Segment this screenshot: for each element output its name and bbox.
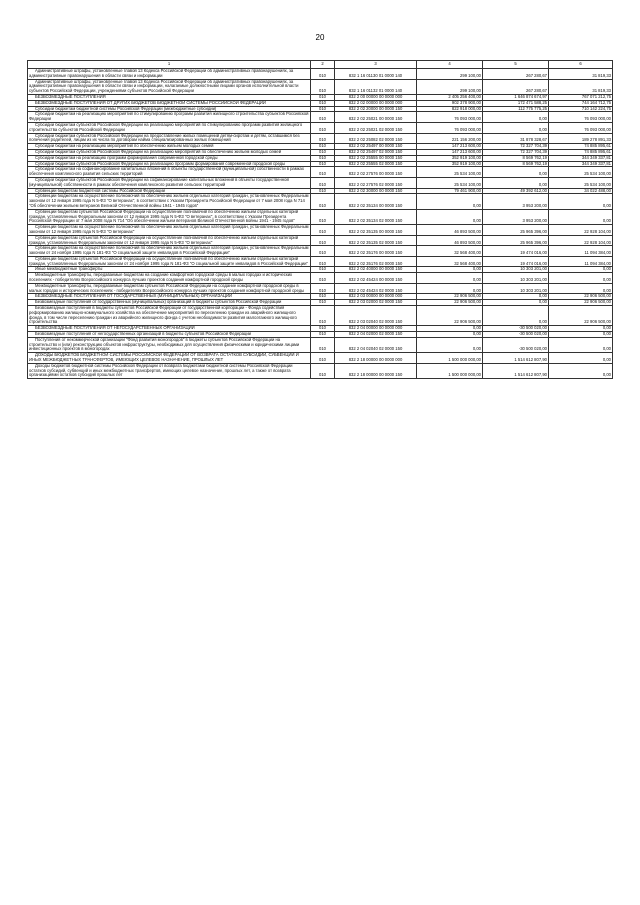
cell-cls: 832 2 02 35135 02 0000 150: [335, 235, 417, 246]
cell-name: БЕЗВОЗМЕЗДНЫЕ ПОСТУПЛЕНИЯ ОТ ГОСУДАРСТВЕННЫХ (МУНИЦИПАЛЬНЫХ) ОРГАНИЗАЦИЙ: [28, 294, 311, 300]
cell-v4: 1 500 000 000,00: [417, 363, 483, 378]
cell-cls: 832 2 18 00000 00 0000 000: [335, 353, 417, 364]
cell-name: Поступления от некоммерческой организации "Фонд развития моногородов" в бюджеты субъектов Российской Федерации на строительство и (или) реконструкцию объектов инфраструктуры, необходимых для осуществления физическими и юридическими лицами инвестиционных проектов в моногородах: [28, 337, 311, 352]
table-row: [28, 69, 613, 80]
cell-v4: 0,00: [417, 194, 483, 209]
cell-code: 010: [311, 112, 335, 123]
cell-cls: 832 2 02 25497 00 0000 150: [335, 144, 417, 150]
cell-v4: 0,00: [417, 273, 483, 284]
table-row: [28, 112, 613, 123]
cell-v4: 0,00: [417, 326, 483, 332]
cell-v4: 76 093 000,00: [417, 122, 483, 133]
cell-cls: 832 2 02 27576 00 0000 150: [335, 167, 417, 178]
cell-v5: 10 303 201,00: [483, 283, 549, 294]
table-row: [28, 283, 613, 294]
cell-code: 010: [311, 353, 335, 364]
cell-name: Субсидии бюджетам субъектов Российской Федерации на реализацию программ формирования современной городской среды: [28, 161, 311, 167]
cell-v6: 34 022 488,00: [549, 188, 613, 194]
cell-v6: 0,00: [549, 353, 613, 364]
cell-cls: 832 2 18 00000 00 0000 150: [335, 363, 417, 378]
cell-v5: 8 569 762,19: [483, 155, 549, 161]
page-number: 20: [315, 33, 325, 42]
cell-v6: 744 164 712,75: [549, 100, 613, 106]
cell-v6: 344 349 337,81: [549, 155, 613, 161]
cell-v6: 0,00: [549, 209, 613, 224]
cell-v4: 822 918 000,00: [417, 106, 483, 112]
cell-v5: 3 953 200,00: [483, 194, 549, 209]
cell-name: Субвенции бюджетам на осуществление полномочий по обеспечению жильем отдельных категорий граждан, установленных Федеральным законом от 24 ноября 1995 года N 181-ФЗ "О социальной защите инвалидов в Российской Федерации": [29, 245, 309, 256]
cell-name: Субвенции бюджетам субъектов Российской Федерации на осуществление полномочий по обеспечению жильем отдельных категорий граждан, установленных Федеральным законом от 12 января 1995 года N 5-ФЗ "О ветеранах", в соответствии с Указом Президента Российской Федерации от 7 мая 2008 года N 714 "Об обеспечении жильем ветеранов Великой Отечественной войны 1941 - 1945 годов": [28, 209, 311, 224]
table-row: [28, 122, 613, 133]
cell-v5: 0,00: [483, 112, 549, 123]
table-row: [28, 100, 613, 106]
cell-cls: 832 2 02 40000 00 0000 150: [335, 267, 417, 273]
cell-code: 010: [311, 332, 335, 338]
table-row: [28, 161, 613, 167]
cell-code: 010: [311, 283, 335, 294]
table-row: [28, 106, 613, 112]
cell-v5: -30 500 020,00: [483, 337, 549, 352]
cell-cls: 832 2 02 25021 00 0000 150: [335, 112, 417, 123]
cell-code: 010: [311, 267, 335, 273]
cell-code: 010: [311, 225, 335, 236]
cell-cls: 832 2 02 25497 02 0000 150: [335, 149, 417, 155]
table-row: [28, 306, 613, 326]
cell-v4: 79 461 900,00: [417, 188, 483, 194]
cell-v4: 0,00: [417, 283, 483, 294]
cell-v5: 10 303 201,00: [483, 267, 549, 273]
cell-name: Субсидии бюджетам на софинансирование капитальных вложений в объекты государственной (муниципальной) собственности в рамках обеспечения комплексного развития сельских территорий: [28, 167, 311, 178]
col-header: 2: [311, 61, 335, 69]
table-row: [28, 235, 613, 246]
cell-v4: 46 893 500,00: [417, 235, 483, 246]
report-table: [27, 60, 613, 379]
cell-v4: 299 100,00: [417, 69, 483, 80]
cell-cls: 832 2 02 35134 02 0000 150: [335, 209, 417, 224]
cell-name: Иные межбюджетные трансферты: [28, 267, 311, 273]
table-row: [28, 363, 613, 378]
cell-v4: 25 534 100,00: [417, 177, 483, 188]
cell-cls: 832 2 02 20000 00 0000 150: [335, 106, 417, 112]
cell-name: ДОХОДЫ БЮДЖЕТОВ БЮДЖЕТНОЙ СИСТЕМЫ РОССИЙСКОЙ ФЕДЕРАЦИИ ОТ ВОЗВРАТА ОСТАТКОВ СУБСИДИЙ, СУБВЕНЦИЙ И ИНЫХ МЕЖБЮДЖЕТНЫХ ТРАНСФЕРТОВ, ИМЕЮЩИХ ЦЕЛЕВОЕ НАЗНАЧЕНИЕ, ПРОШЛЫХ ЛЕТ: [28, 353, 311, 364]
cell-v4: 22 906 500,00: [417, 306, 483, 326]
cell-cls: 832 2 02 45424 00 0000 150: [335, 273, 417, 284]
cell-cls: 832 2 02 35176 02 0000 150: [335, 256, 417, 267]
cell-cls: 832 1 16 01132 01 0000 140: [335, 79, 417, 94]
cell-v6: 31 819,33: [549, 79, 613, 94]
cell-name: Административные штрафы, установленные главой 13 Кодекса Российской Федерации об административных правонарушениях, за административные правонарушения в области связи и информации: [28, 69, 311, 80]
table-row: [28, 133, 613, 144]
table-row: [28, 167, 613, 178]
col-header: 4: [417, 61, 483, 69]
cell-name: Субвенции бюджетам субъектов Российской Федерации на осуществление полномочий по обеспечению жильем отдельных категорий граждан, установленных Федеральным законом от 24 ноября 1995 года N 181-ФЗ "О социальной защите инвалидов в Российской Федерации": [28, 256, 311, 267]
cell-v6: 11 094 384,00: [549, 256, 613, 267]
cell-name: Субсидии бюджетам субъектов Российской Федерации на реализацию мероприятий по обеспечению жильем молодых семей: [28, 149, 311, 155]
cell-v4: 0,00: [417, 209, 483, 224]
cell-name: БЕЗВОЗМЕЗДНЫЕ ПОСТУПЛЕНИЯ ОТ ДРУГИХ БЮДЖЕТОВ БЮДЖЕТНОЙ СИСТЕМЫ РОССИЙСКОЙ ФЕДЕРАЦИИ: [28, 100, 311, 106]
cell-code: 010: [311, 300, 335, 306]
cell-v4: 147 213 600,00: [417, 144, 483, 150]
cell-v4: 76 093 000,00: [417, 112, 483, 123]
cell-v5: 172 471 588,25: [483, 100, 549, 106]
cell-v6: 22 906 500,00: [549, 306, 613, 326]
col-header: 1: [28, 61, 311, 69]
cell-v6: 0,00: [549, 332, 613, 338]
table-row: [28, 155, 613, 161]
cell-name: БЕЗВОЗМЕЗДНЫЕ ПОСТУПЛЕНИЯ ОТ НЕГОСУДАРСТВЕННЫХ ОРГАНИЗАЦИЙ: [28, 326, 311, 332]
cell-v6: 0,00: [549, 326, 613, 332]
cell-cls: 832 2 02 30000 00 0000 150: [335, 188, 417, 194]
cell-name: Субсидии бюджетам субъектов Российской Федерации на софинансирование капитальных вложений в объекты государственной (муниципальной) собственности в рамках обеспечения комплексного развития сельских территорий: [28, 177, 311, 188]
table-row: [28, 188, 613, 194]
cell-code: 010: [311, 177, 335, 188]
cell-cls: 832 2 03 02040 02 0000 150: [335, 306, 417, 326]
cell-name: БЕЗВОЗМЕЗДНЫЕ ПОСТУПЛЕНИЯ: [28, 94, 311, 100]
cell-name: Субсидии бюджетам на реализацию мероприятий по обеспечению жильем молодых семей: [28, 144, 311, 150]
cell-code: 010: [311, 161, 335, 167]
table-row: [28, 194, 613, 209]
cell-code: 010: [311, 149, 335, 155]
cell-code: 010: [311, 188, 335, 194]
cell-code: 010: [311, 326, 335, 332]
col-header: 6: [549, 61, 613, 69]
table-row: [28, 144, 613, 150]
cell-code: 010: [311, 106, 335, 112]
cell-v5: -30 500 020,00: [483, 332, 549, 338]
cell-v6: 189 278 891,33: [549, 133, 613, 144]
cell-code: 010: [311, 235, 335, 246]
cell-v5: 0,00: [483, 294, 549, 300]
table-row: [28, 246, 613, 257]
cell-code: 010: [311, 167, 335, 178]
cell-v5: 0,00: [483, 300, 549, 306]
cell-v4: 352 919 100,00: [417, 161, 483, 167]
cell-v6: 767 071 212,75: [549, 94, 613, 100]
cell-v4: 1 500 000 000,00: [417, 353, 483, 364]
cell-code: 010: [311, 246, 335, 257]
cell-cls: 832 2 02 25021 02 0000 150: [335, 122, 417, 133]
cell-code: 010: [311, 100, 335, 106]
cell-v6: 0,00: [549, 363, 613, 378]
cell-v5: 267 280,67: [483, 79, 549, 94]
cell-v5: 1 514 612 807,90: [483, 353, 549, 364]
cell-v5: 0,00: [483, 306, 549, 326]
cell-v6: 11 094 384,00: [549, 246, 613, 257]
cell-cls: 832 2 02 00000 00 0000 000: [335, 100, 417, 106]
cell-name: Доходы бюджетов бюджетной системы Российской Федерации от возврата бюджетами бюджетной системы Российской Федерации остатков субсидий, субвенций и иных межбюджетных трансфертов, имеющих целевое назначение, прошлых лет, а также от возврата организациями остатков субсидий прошлых лет: [28, 363, 311, 378]
cell-name: Субсидии бюджетам субъектов Российской Федерации на реализацию мероприятий по стимулированию программ развития жилищного строительства субъектов Российской Федерации: [28, 122, 311, 133]
cell-v5: 31 878 328,67: [483, 133, 549, 144]
cell-code: 010: [311, 79, 335, 94]
table-row: [28, 225, 613, 236]
cell-name: Субсидии бюджетам на реализацию программ формирования современной городской среды: [28, 155, 311, 161]
cell-name: Субсидии бюджетам субъектов Российской Федерации на предоставление жилых помещений детям-сиротам и детям, оставшимся без попечения родителей, лицам из их числа по договорам найма специализированных жилых помещений: [28, 133, 311, 144]
cell-cls: 832 2 02 25082 02 0000 150: [335, 133, 417, 144]
cell-code: 010: [311, 306, 335, 326]
cell-code: 010: [311, 69, 335, 80]
cell-v6: 76 093 000,00: [549, 112, 613, 123]
cell-code: 010: [311, 155, 335, 161]
col-header: 5: [483, 61, 549, 69]
cell-cls: 832 2 02 25555 00 0000 150: [335, 155, 417, 161]
cell-v4: 25 534 100,00: [417, 167, 483, 178]
cell-v5: -30 500 020,00: [483, 326, 549, 332]
cell-v4: 0,00: [417, 332, 483, 338]
cell-code: 010: [311, 256, 335, 267]
cell-name: Субвенции бюджетам бюджетной системы Российской Федерации: [28, 188, 311, 194]
cell-code: 010: [311, 133, 335, 144]
cell-v5: 0,00: [483, 122, 549, 133]
cell-v6: 710 142 224,75: [549, 106, 613, 112]
cell-v5: 3 953 200,00: [483, 209, 549, 224]
cell-name: Субсидии бюджетам на реализацию мероприятий по стимулированию программ развития жилищного строительства субъектов Российской Федерации: [28, 112, 311, 123]
cell-cls: 832 2 04 02000 02 0000 150: [335, 332, 417, 338]
cell-name: Межбюджетные трансферты, передаваемые бюджетам на создание комфортной городской среды в малых городах и исторических поселениях - победителях Всероссийского конкурса лучших проектов создания комфортной городской среды: [28, 273, 311, 284]
cell-v4: 32 568 400,00: [417, 246, 483, 257]
table-row: [28, 256, 613, 267]
cell-v5: 25 965 396,00: [483, 225, 549, 236]
cell-v6: 0,00: [549, 194, 613, 209]
cell-v4: 0,00: [417, 337, 483, 352]
cell-v6: 22 928 104,00: [549, 235, 613, 246]
cell-v6: 74 885 895,61: [549, 149, 613, 155]
cell-name: Субвенции бюджетам на осуществление полномочий по обеспечению жильем отдельных категорий граждан, установленных Федеральным законом от 12 января 1995 года N 5-ФЗ "О ветеранах": [29, 224, 309, 234]
cell-v4: 352 919 100,00: [417, 155, 483, 161]
cell-v5: 0,00: [483, 167, 549, 178]
cell-cls: 832 2 02 27576 02 0000 150: [335, 177, 417, 188]
table-row: [28, 353, 613, 364]
cell-name: Безвозмездные поступления от государственных (муниципальных) организаций в бюджеты субъектов Российской Федерации: [28, 300, 311, 306]
cell-name: Безвозмездные поступления от негосударственных организаций в бюджеты субъектов Российской Федерации: [28, 332, 311, 338]
cell-code: 010: [311, 209, 335, 224]
table-row: [28, 337, 613, 352]
cell-v4: 22 906 500,00: [417, 294, 483, 300]
cell-v5: 0,00: [483, 177, 549, 188]
cell-v5: 112 775 775,25: [483, 106, 549, 112]
cell-cls: 832 1 16 01130 01 0000 140: [335, 69, 417, 80]
cell-v5: 49 392 612,00: [483, 188, 549, 194]
cell-v6: 0,00: [549, 337, 613, 352]
cell-v4: 902 378 900,00: [417, 100, 483, 106]
cell-v6: 22 906 500,00: [549, 300, 613, 306]
cell-code: 010: [311, 94, 335, 100]
cell-cls: 832 2 03 02000 02 0000 150: [335, 300, 417, 306]
cell-v5: 72 327 704,39: [483, 149, 549, 155]
cell-v4: 221 156 200,00: [417, 133, 483, 144]
table-row: [28, 332, 613, 338]
cell-name: Безвозмездные поступления в бюджеты субъектов Российской Федерации от государственной корпорации - Фонда содействия реформированию жилищно-коммунального хозяйства на обеспечение мероприятий по переселению граждан из аварийного жилищного фонда, в том числе переселению граждан из аварийного жилищного фонда с учетом необходимости развития малоэтажного жилищного строительства: [28, 306, 311, 326]
cell-cls: 832 2 04 02040 02 0000 150: [335, 337, 417, 352]
cell-cls: 832 2 02 45424 02 0000 150: [335, 283, 417, 294]
cell-cls: 832 2 02 25555 02 0000 150: [335, 161, 417, 167]
cell-v4: 147 213 600,00: [417, 149, 483, 155]
cell-v6: 25 534 100,00: [549, 167, 613, 178]
cell-name: Субсидии бюджетам бюджетной системы Российской Федерации (межбюджетные субсидии): [28, 106, 311, 112]
cell-code: 010: [311, 294, 335, 300]
cell-v6: 0,00: [549, 283, 613, 294]
cell-v5: 267 280,67: [483, 69, 549, 80]
table-body: [28, 69, 613, 379]
table-row: [28, 273, 613, 284]
cell-name: Субвенции бюджетам на осуществление полномочий по обеспечению жильем отдельных категорий граждан, установленных Федеральным законом от 12 января 1995 года N 5-ФЗ "О ветеранах", в соответствии с Указом Президента Российской Федерации от 7 мая 2008 года N 714 "Об обеспечении жильем ветеранов Великой Отечественной войны 1941 - 1945 годов": [29, 193, 309, 208]
cell-v5: 10 303 201,00: [483, 273, 549, 284]
cell-cls: 832 2 02 35176 00 0000 150: [335, 246, 417, 257]
cell-cls: 832 2 04 00000 00 0000 000: [335, 326, 417, 332]
cell-v6: 22 928 104,00: [549, 225, 613, 236]
header-row: [28, 61, 613, 69]
table-row: [28, 209, 613, 224]
cell-cls: 832 2 02 35135 00 0000 150: [335, 225, 417, 236]
cell-v4: 46 893 500,00: [417, 225, 483, 236]
cell-name: Межбюджетные трансферты, передаваемые бюджетам субъектов Российской Федерации на создание комфортной городской среды в малых городах и исторических поселениях - победителях Всероссийского конкурса лучших проектов создания комфортной городской среды: [28, 283, 311, 294]
cell-v4: 0,00: [417, 267, 483, 273]
cell-name: Административные штрафы, установленные главой 13 Кодекса Российской Федерации об административных правонарушениях, за административные правонарушения в области связи и информации, налагаемые должностными лицами органов исполнительной власти субъектов Российской Федерации, учреждениями субъектов Российской Федерации: [28, 79, 311, 94]
cell-code: 010: [311, 122, 335, 133]
cell-v6: 0,00: [549, 273, 613, 284]
col-header: 3: [335, 61, 417, 69]
cell-code: 010: [311, 337, 335, 352]
cell-v5: 1 646 874 674,97: [483, 94, 549, 100]
cell-code: 010: [311, 194, 335, 209]
cell-v4: 2 405 256 400,00: [417, 94, 483, 100]
cell-v6: 0,00: [549, 267, 613, 273]
cell-v5: 19 474 016,00: [483, 256, 549, 267]
cell-v6: 344 349 337,81: [549, 161, 613, 167]
table-row: [28, 79, 613, 94]
cell-v6: 76 093 000,00: [549, 122, 613, 133]
cell-v5: 8 569 762,19: [483, 161, 549, 167]
cell-v5: 72 327 704,39: [483, 144, 549, 150]
cell-cls: 832 2 02 35134 00 0000 150: [335, 194, 417, 209]
table-row: [28, 177, 613, 188]
cell-code: 010: [311, 144, 335, 150]
cell-v6: 22 906 500,00: [549, 294, 613, 300]
cell-cls: 832 2 03 00000 00 0000 000: [335, 294, 417, 300]
cell-code: 010: [311, 363, 335, 378]
table-row: [28, 149, 613, 155]
cell-v6: 74 885 895,61: [549, 144, 613, 150]
cell-v5: 19 474 016,00: [483, 246, 549, 257]
cell-code: 010: [311, 273, 335, 284]
cell-v6: 31 819,33: [549, 69, 613, 80]
cell-v5: 1 514 612 807,90: [483, 363, 549, 378]
table-row: [28, 326, 613, 332]
cell-v4: 299 100,00: [417, 79, 483, 94]
cell-name: Субвенции бюджетам субъектов Российской Федерации на осуществление полномочий по обеспечению жильем отдельных категорий граждан, установленных Федеральным законом от 12 января 1995 года N 5-ФЗ "О ветеранах": [28, 235, 311, 246]
cell-v4: 32 568 400,00: [417, 256, 483, 267]
cell-v6: 25 534 100,00: [549, 177, 613, 188]
cell-v5: 25 965 396,00: [483, 235, 549, 246]
cell-v4: 22 906 500,00: [417, 300, 483, 306]
cell-cls: 832 2 00 00000 00 0000 000: [335, 94, 417, 100]
